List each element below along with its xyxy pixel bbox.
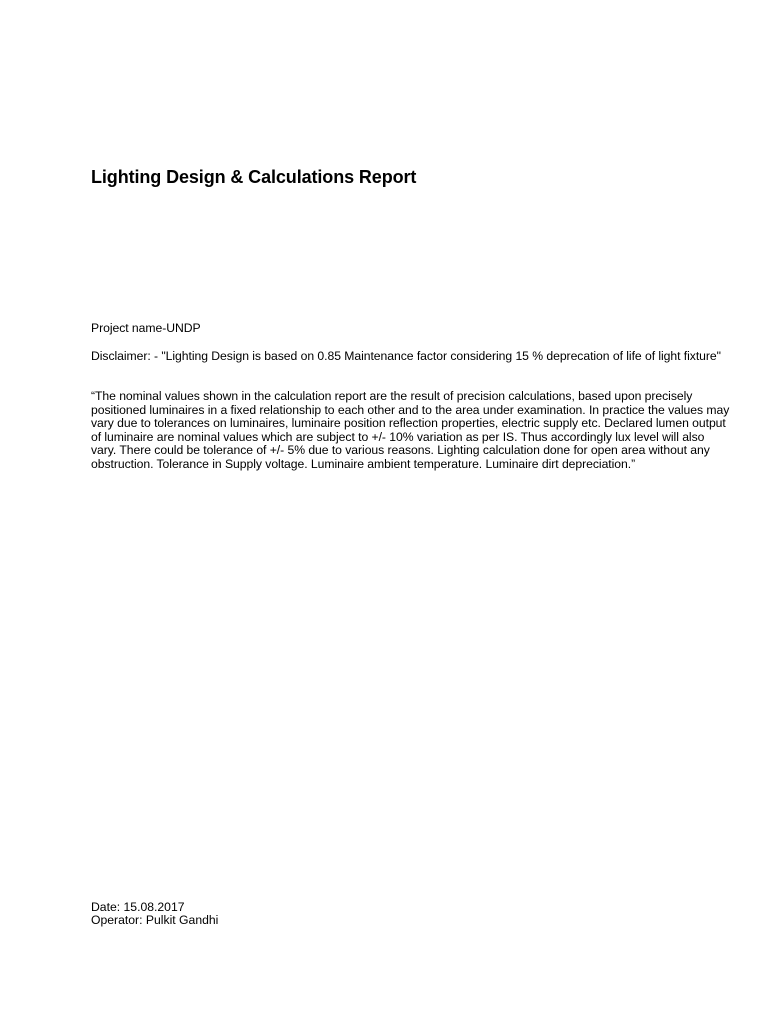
report-operator: Operator: Pulkit Gandhi [91, 913, 219, 927]
disclaimer-text: Disclaimer: - "Lighting Design is based on 0.85 Maintenance factor considering 15 % deprecation of life of light fixture" [91, 349, 721, 363]
report-date: Date: 15.08.2017 [91, 900, 185, 914]
tolerance-note: “The nominal values shown in the calculation report are the result of precision calculations, based upon precisely positioned luminaires in a fixed relationship to each other and to the area under examination. In practice the values may vary due to tolerances on luminaires, luminaire position reflection properties, electric supply etc. Declared lumen output of luminaire are nominal values which are subject to +/- 10% variation as per IS. Thus accordingly lux level will also vary. There could be tolerance of +/- 5% due to various reasons. Lighting calculation done for open area without any obstruction. Tolerance in Supply voltage. Luminaire ambient temperature. Luminaire dirt depreciation.” [91, 389, 730, 471]
project-name: Project name-UNDP [91, 321, 201, 335]
report-title: Lighting Design & Calculations Report [91, 167, 417, 187]
